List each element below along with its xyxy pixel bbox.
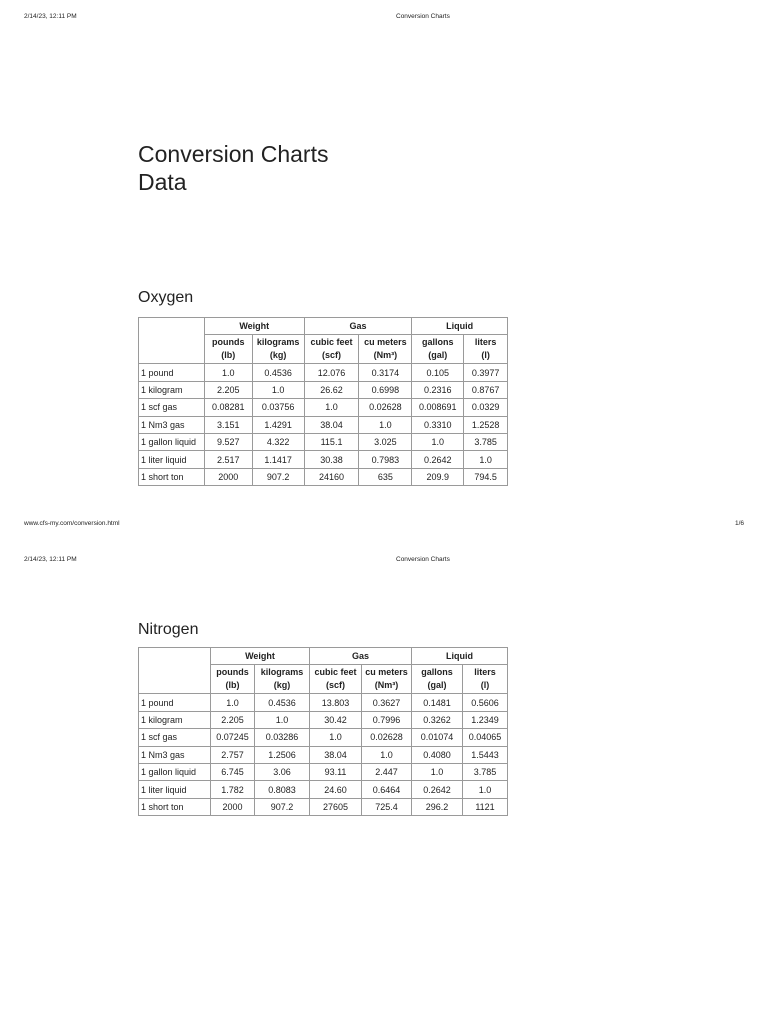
value-cell: 6.745 bbox=[211, 763, 255, 780]
value-cell: 0.03756 bbox=[252, 399, 304, 416]
value-cell: 0.0329 bbox=[464, 399, 508, 416]
value-cell: 0.03286 bbox=[255, 729, 310, 746]
table-row bbox=[139, 711, 508, 728]
value-cell: 0.4080 bbox=[412, 746, 463, 763]
oxygen-unit-header bbox=[304, 335, 359, 364]
value-cell: 0.7996 bbox=[362, 711, 412, 728]
nitrogen-unit-header bbox=[412, 665, 463, 694]
value-cell: 30.42 bbox=[310, 711, 362, 728]
print-footer-url: www.cfs-my.com/conversion.html bbox=[24, 520, 120, 527]
value-cell: 93.11 bbox=[310, 763, 362, 780]
value-cell: 24160 bbox=[304, 468, 359, 485]
row-label: 1 pound bbox=[139, 694, 211, 711]
nitrogen-unit-header bbox=[310, 665, 362, 694]
row-label: 1 pound bbox=[139, 364, 205, 381]
row-label: 1 kilogram bbox=[139, 381, 205, 398]
value-cell: 0.6464 bbox=[362, 781, 412, 798]
value-cell: 1.0 bbox=[463, 781, 508, 798]
row-label: 1 liter liquid bbox=[139, 451, 205, 468]
unit-abbr: (lb) bbox=[225, 680, 240, 691]
value-cell: 794.5 bbox=[464, 468, 508, 485]
value-cell: 30.38 bbox=[304, 451, 359, 468]
value-cell: 0.6998 bbox=[359, 381, 412, 398]
value-cell: 0.2642 bbox=[412, 781, 463, 798]
oxygen-unit-header bbox=[252, 335, 304, 364]
nitrogen-heading: Nitrogen bbox=[138, 621, 199, 638]
table-row bbox=[139, 451, 508, 468]
table-row bbox=[139, 729, 508, 746]
value-cell: 0.105 bbox=[412, 364, 464, 381]
row-label: 1 gallon liquid bbox=[139, 433, 205, 450]
nitrogen-table bbox=[138, 647, 508, 816]
oxygen-heading: Oxygen bbox=[138, 289, 194, 306]
value-cell: 0.02628 bbox=[359, 399, 412, 416]
table-row bbox=[139, 399, 508, 416]
nitrogen-group-header-row bbox=[139, 648, 508, 665]
value-cell: 27605 bbox=[310, 798, 362, 815]
value-cell: 3.785 bbox=[464, 433, 508, 450]
value-cell: 0.3174 bbox=[359, 364, 412, 381]
nitrogen-group-liquid: Liquid bbox=[412, 648, 508, 665]
value-cell: 0.5606 bbox=[463, 694, 508, 711]
print-header-title: Conversion Charts bbox=[396, 13, 450, 20]
value-cell: 1.0 bbox=[204, 364, 252, 381]
page-title bbox=[138, 140, 328, 196]
print-header-datetime: 2/14/23, 12:11 PM bbox=[24, 13, 77, 20]
page-title-line2: Data bbox=[138, 169, 187, 195]
value-cell: 1.0 bbox=[310, 729, 362, 746]
unit-name: gallons bbox=[421, 667, 453, 678]
table-row bbox=[139, 798, 508, 815]
value-cell: 2.205 bbox=[211, 711, 255, 728]
value-cell: 0.3262 bbox=[412, 711, 463, 728]
value-cell: 1.0 bbox=[211, 694, 255, 711]
unit-name: pounds bbox=[212, 337, 245, 348]
unit-abbr: (Nm³) bbox=[373, 350, 398, 361]
value-cell: 2000 bbox=[211, 798, 255, 815]
value-cell: 3.151 bbox=[204, 416, 252, 433]
value-cell: 2.757 bbox=[211, 746, 255, 763]
value-cell: 3.06 bbox=[255, 763, 310, 780]
unit-name: cubic feet bbox=[310, 337, 353, 348]
table-row bbox=[139, 416, 508, 433]
value-cell: 1.0 bbox=[362, 746, 412, 763]
unit-name: cubic feet bbox=[314, 667, 357, 678]
unit-abbr: (l) bbox=[481, 350, 490, 361]
value-cell: 3.025 bbox=[359, 433, 412, 450]
nitrogen-unit-header bbox=[463, 665, 508, 694]
value-cell: 12.076 bbox=[304, 364, 359, 381]
nitrogen-corner-cell bbox=[139, 648, 211, 694]
value-cell: 0.8767 bbox=[464, 381, 508, 398]
oxygen-unit-header bbox=[359, 335, 412, 364]
value-cell: 2.447 bbox=[362, 763, 412, 780]
oxygen-corner-cell bbox=[139, 318, 205, 364]
value-cell: 635 bbox=[359, 468, 412, 485]
table-row bbox=[139, 381, 508, 398]
unit-abbr: (Nm³) bbox=[374, 680, 399, 691]
oxygen-unit-header bbox=[464, 335, 508, 364]
value-cell: 0.008691 bbox=[412, 399, 464, 416]
value-cell: 907.2 bbox=[255, 798, 310, 815]
value-cell: 3.785 bbox=[463, 763, 508, 780]
oxygen-table bbox=[138, 317, 508, 486]
row-label: 1 Nm3 gas bbox=[139, 416, 205, 433]
value-cell: 0.2642 bbox=[412, 451, 464, 468]
value-cell: 0.7983 bbox=[359, 451, 412, 468]
value-cell: 1121 bbox=[463, 798, 508, 815]
value-cell: 0.8083 bbox=[255, 781, 310, 798]
value-cell: 0.02628 bbox=[362, 729, 412, 746]
value-cell: 1.4291 bbox=[252, 416, 304, 433]
table-row bbox=[139, 746, 508, 763]
nitrogen-unit-header bbox=[362, 665, 412, 694]
row-label: 1 kilogram bbox=[139, 711, 211, 728]
value-cell: 2.517 bbox=[204, 451, 252, 468]
table-row bbox=[139, 364, 508, 381]
value-cell: 1.0 bbox=[412, 763, 463, 780]
unit-name: liters bbox=[474, 337, 497, 348]
value-cell: 38.04 bbox=[304, 416, 359, 433]
row-label: 1 liter liquid bbox=[139, 781, 211, 798]
value-cell: 1.1417 bbox=[252, 451, 304, 468]
row-label: 1 Nm3 gas bbox=[139, 746, 211, 763]
unit-name: pounds bbox=[216, 667, 249, 678]
unit-name: liters bbox=[474, 667, 496, 678]
nitrogen-unit-header bbox=[255, 665, 310, 694]
value-cell: 0.08281 bbox=[204, 399, 252, 416]
value-cell: 26.62 bbox=[304, 381, 359, 398]
value-cell: 725.4 bbox=[362, 798, 412, 815]
value-cell: 1.5443 bbox=[463, 746, 508, 763]
table-row bbox=[139, 781, 508, 798]
oxygen-group-weight: Weight bbox=[204, 318, 304, 335]
value-cell: 9.527 bbox=[204, 433, 252, 450]
unit-name: kilograms bbox=[256, 337, 300, 348]
unit-name: cu meters bbox=[365, 667, 408, 678]
value-cell: 0.3310 bbox=[412, 416, 464, 433]
nitrogen-unit-header bbox=[211, 665, 255, 694]
value-cell: 13.803 bbox=[310, 694, 362, 711]
value-cell: 1.0 bbox=[359, 416, 412, 433]
nitrogen-group-gas: Gas bbox=[310, 648, 412, 665]
value-cell: 0.3977 bbox=[464, 364, 508, 381]
value-cell: 2.205 bbox=[204, 381, 252, 398]
value-cell: 2000 bbox=[204, 468, 252, 485]
oxygen-unit-header bbox=[204, 335, 252, 364]
value-cell: 1.0 bbox=[412, 433, 464, 450]
value-cell: 1.0 bbox=[252, 381, 304, 398]
value-cell: 0.04065 bbox=[463, 729, 508, 746]
row-label: 1 short ton bbox=[139, 468, 205, 485]
unit-abbr: (l) bbox=[480, 680, 490, 691]
unit-abbr: (kg) bbox=[269, 350, 287, 361]
row-label: 1 gallon liquid bbox=[139, 763, 211, 780]
value-cell: 0.3627 bbox=[362, 694, 412, 711]
value-cell: 1.2506 bbox=[255, 746, 310, 763]
table-row bbox=[139, 433, 508, 450]
unit-abbr: (kg) bbox=[273, 680, 291, 691]
value-cell: 296.2 bbox=[412, 798, 463, 815]
value-cell: 0.01074 bbox=[412, 729, 463, 746]
unit-name: gallons bbox=[422, 337, 454, 348]
unit-abbr: (scf) bbox=[325, 680, 345, 691]
print-header-title-page2: Conversion Charts bbox=[396, 556, 450, 563]
value-cell: 1.0 bbox=[304, 399, 359, 416]
value-cell: 0.2316 bbox=[412, 381, 464, 398]
row-label: 1 scf gas bbox=[139, 399, 205, 416]
unit-abbr: (scf) bbox=[322, 350, 342, 361]
unit-name: cu meters bbox=[364, 337, 407, 348]
row-label: 1 scf gas bbox=[139, 729, 211, 746]
table-row bbox=[139, 694, 508, 711]
value-cell: 115.1 bbox=[304, 433, 359, 450]
row-label: 1 short ton bbox=[139, 798, 211, 815]
oxygen-group-liquid: Liquid bbox=[412, 318, 508, 335]
unit-abbr: (lb) bbox=[221, 350, 236, 361]
oxygen-unit-header bbox=[412, 335, 464, 364]
value-cell: 0.07245 bbox=[211, 729, 255, 746]
unit-abbr: (gal) bbox=[427, 680, 447, 691]
value-cell: 38.04 bbox=[310, 746, 362, 763]
oxygen-group-header-row bbox=[139, 318, 508, 335]
unit-name: kilograms bbox=[260, 667, 304, 678]
unit-abbr: (gal) bbox=[428, 350, 448, 361]
value-cell: 0.4536 bbox=[255, 694, 310, 711]
value-cell: 24.60 bbox=[310, 781, 362, 798]
value-cell: 209.9 bbox=[412, 468, 464, 485]
value-cell: 4.322 bbox=[252, 433, 304, 450]
value-cell: 1.2349 bbox=[463, 711, 508, 728]
value-cell: 0.1481 bbox=[412, 694, 463, 711]
value-cell: 1.782 bbox=[211, 781, 255, 798]
value-cell: 907.2 bbox=[252, 468, 304, 485]
oxygen-group-gas: Gas bbox=[304, 318, 412, 335]
nitrogen-group-weight: Weight bbox=[211, 648, 310, 665]
print-header-datetime-page2: 2/14/23, 12:11 PM bbox=[24, 556, 77, 563]
table-row bbox=[139, 763, 508, 780]
page-title-line1: Conversion Charts bbox=[138, 141, 329, 167]
value-cell: 1.0 bbox=[255, 711, 310, 728]
print-footer-page: 1/6 bbox=[735, 520, 745, 527]
table-row bbox=[139, 468, 508, 485]
value-cell: 1.2528 bbox=[464, 416, 508, 433]
value-cell: 1.0 bbox=[464, 451, 508, 468]
value-cell: 0.4536 bbox=[252, 364, 304, 381]
